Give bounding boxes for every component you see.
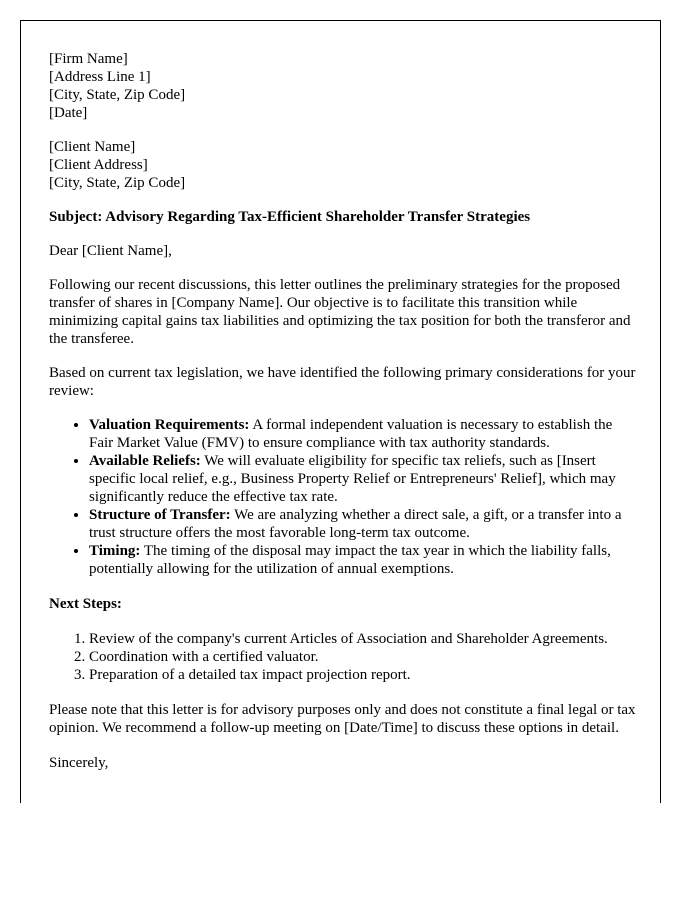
sender-city-state-zip: [City, State, Zip Code] xyxy=(49,87,186,103)
letter-date: [Date] xyxy=(49,105,88,121)
letter-page xyxy=(20,20,661,803)
next-step-item: 2. Coordination with a certified valuator. xyxy=(89,648,639,666)
sender-block xyxy=(49,50,639,122)
address-line-1: [Address Line 1] xyxy=(49,69,151,85)
letter-content xyxy=(49,50,639,772)
sign-off: Sincerely, xyxy=(49,755,109,771)
intro-paragraph: Following our recent discussions, this letter outlines the preliminary strategies for the proposed transfer of shares in [Company Name]. Our objective is to facilitate this transition while minimizing capital gains tax liabilities and optimizing the tax position for both the transferor and the transferee. xyxy=(49,277,631,347)
closing-paragraph: Please note that this letter is for advisory purposes only and does not constitute a final legal or tax opinion. We recommend a follow-up meeting on [Date/Time] to discuss these options in detail. xyxy=(49,702,636,736)
subject-line: Subject: Advisory Regarding Tax-Efficient Shareholder Transfer Strategies xyxy=(49,209,531,225)
consideration-title: Structure of Transfer: xyxy=(89,507,231,523)
consideration-title: Available Reliefs: xyxy=(89,453,201,469)
client-name: [Client Name] xyxy=(49,139,136,155)
salutation: Dear [Client Name], xyxy=(49,243,172,259)
consideration-item xyxy=(89,416,639,452)
next-steps-list xyxy=(49,630,639,684)
recipient-block xyxy=(49,138,639,192)
next-steps-heading: Next Steps: xyxy=(49,596,122,612)
consideration-text: A formal independent valuation is necessary to establish the Fair Market Value (FMV) to ensure compliance with tax authority standards. xyxy=(89,417,613,451)
considerations-intro: Based on current tax legislation, we have identified the following primary considerations for your review: xyxy=(49,365,636,399)
consideration-title: Valuation Requirements: xyxy=(89,417,250,433)
firm-name: [Firm Name] xyxy=(49,51,128,67)
next-step-item: 3. Preparation of a detailed tax impact projection report. xyxy=(89,666,639,684)
recipient-city-state-zip: [City, State, Zip Code] xyxy=(49,175,186,191)
consideration-item xyxy=(89,506,639,542)
consideration-text: We will evaluate eligibility for specific tax reliefs, such as [Insert specific local relief, e.g., Business Property Relief or Entrepreneurs' Relief], which may significantly reduce the effective tax rate. xyxy=(89,453,616,505)
consideration-item xyxy=(89,452,639,506)
next-step-item: 1. Review of the company's current Articles of Association and Shareholder Agreements. xyxy=(89,630,639,648)
consideration-text: We are analyzing whether a direct sale, a gift, or a transfer into a trust structure offers the most favorable long-term tax outcome. xyxy=(89,507,622,541)
client-address: [Client Address] xyxy=(49,157,148,173)
consideration-item xyxy=(89,542,639,578)
consideration-text: The timing of the disposal may impact the tax year in which the liability falls, potentially allowing for the utilization of annual exemptions. xyxy=(89,543,611,577)
consideration-title: Timing: xyxy=(89,543,141,559)
considerations-list xyxy=(49,416,639,578)
